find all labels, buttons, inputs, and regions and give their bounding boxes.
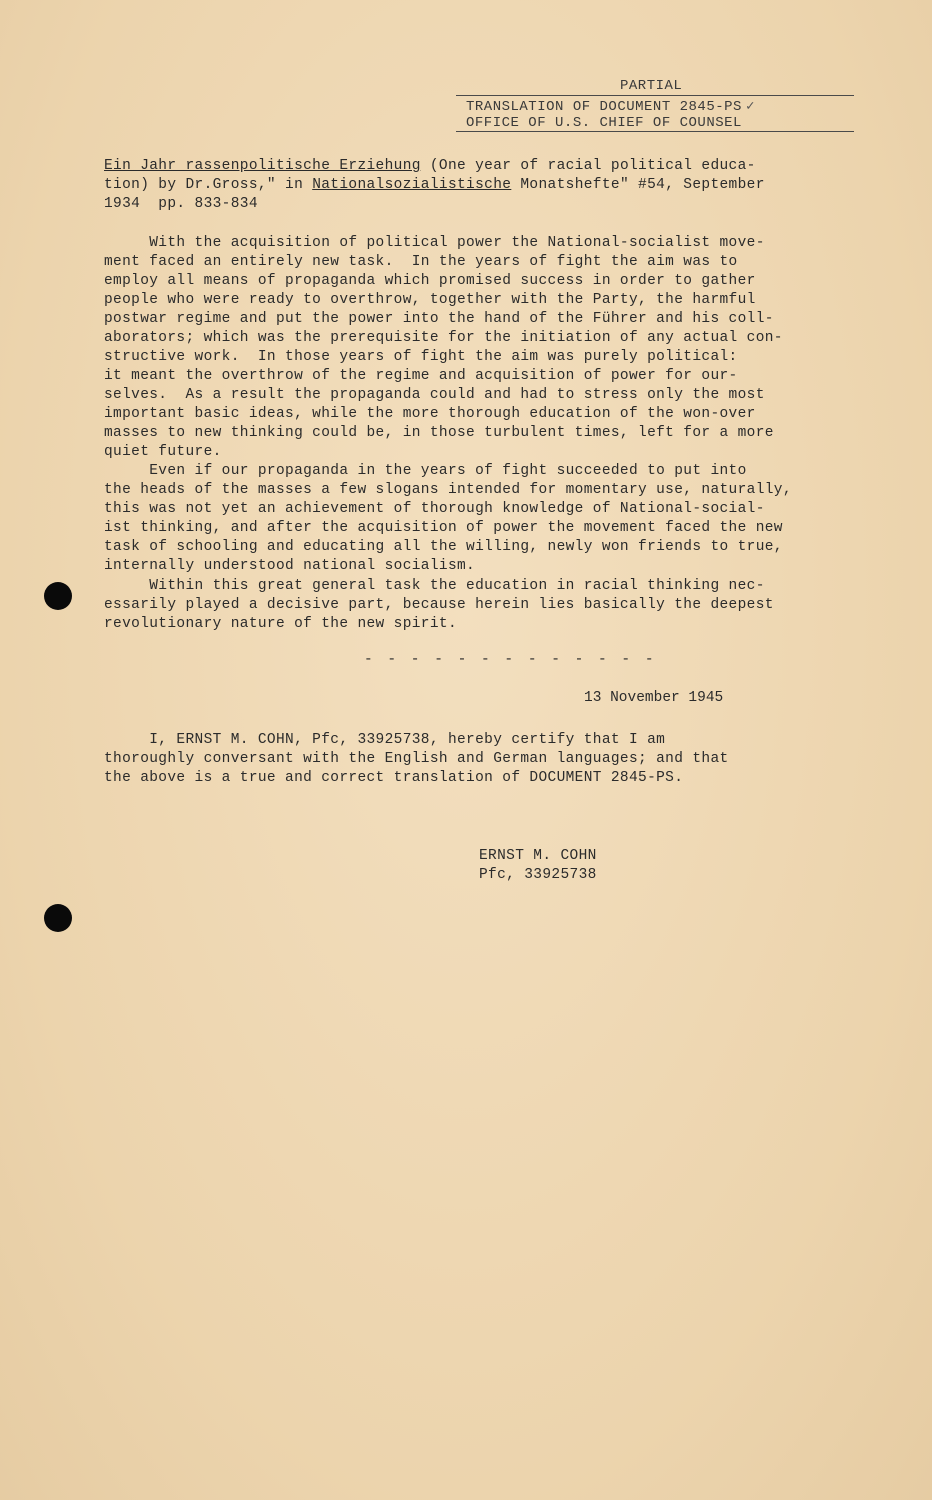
citation-line3: 1934 pp. 833-834: [104, 196, 258, 212]
punch-hole: [44, 582, 72, 610]
punch-hole: [44, 904, 72, 932]
signature-name: ERNST M. COHN: [479, 848, 597, 864]
citation-line1: (One year of racial political educa-: [420, 158, 756, 174]
translation-line-text: TRANSLATION OF DOCUMENT 2845-PS: [466, 99, 742, 115]
citation-title: Ein Jahr rassenpolitische Erziehung: [104, 158, 421, 174]
partial-label: PARTIAL: [620, 78, 683, 94]
header-rule: [456, 131, 854, 132]
citation-line2-rest: Monatshefte" #54, September: [511, 177, 765, 193]
certification-date: 13 November 1945: [584, 690, 724, 706]
citation-journal: Nationalsozialistische: [312, 177, 512, 193]
citation-line2-start: tion) by Dr.Gross," in: [104, 177, 313, 193]
body-paragraph-1: With the acquisition of political power the National-socialist move- ment faced an entirely new task. In the years of fight the aim was to employ all means of propaganda which promised success in order to gather people who were ready to overthrow, together with the Party, the harmful postwar regime and put the power into the hand of the Führer and his coll- aborators; which was the prerequisite for the initiation of any actual con- structive work. In those years of fight the aim was purely political: it meant the overthrow of the regime and acquisition of power for our- selves. As a result the propaganda could and had to stress only the most important basic ideas, while the more thorough education of the won-over masses to new thinking could be, in those turbulent times, left for a more quiet future.: [104, 235, 783, 460]
signature-block: [479, 847, 779, 885]
checkmark-icon: ✓: [745, 99, 755, 115]
signature-rank-serial: Pfc, 33925738: [479, 867, 597, 883]
body-paragraph-3: Within this great general task the education in racial thinking nec- essarily played a decisive part, because herein lies basically the deepest revolutionary nature of the new spirit.: [104, 578, 774, 632]
translation-line: [466, 98, 755, 115]
office-line: OFFICE OF U.S. CHIEF OF COUNSEL: [466, 115, 742, 131]
header-rule: [456, 95, 854, 96]
certification-statement: I, ERNST M. COHN, Pfc, 33925738, hereby certify that I am thoroughly conversant with the English and German languages; and that the above is a true and correct translation of DOCUMENT 2845-PS.: [104, 732, 729, 786]
citation: [104, 157, 834, 214]
body-paragraph-2: Even if our propaganda in the years of fight succeeded to put into the heads of the masses a few slogans intended for momentary use, naturally, this was not yet an achievement of thorough knowledge of National-social- ist thinking, and after the acquisition of power the movement faced the new task of schooling and educating all the willing, newly won friends to true, internally understood national socialism.: [104, 463, 792, 574]
separator-line: - - - - - - - - - - - - -: [364, 652, 657, 668]
